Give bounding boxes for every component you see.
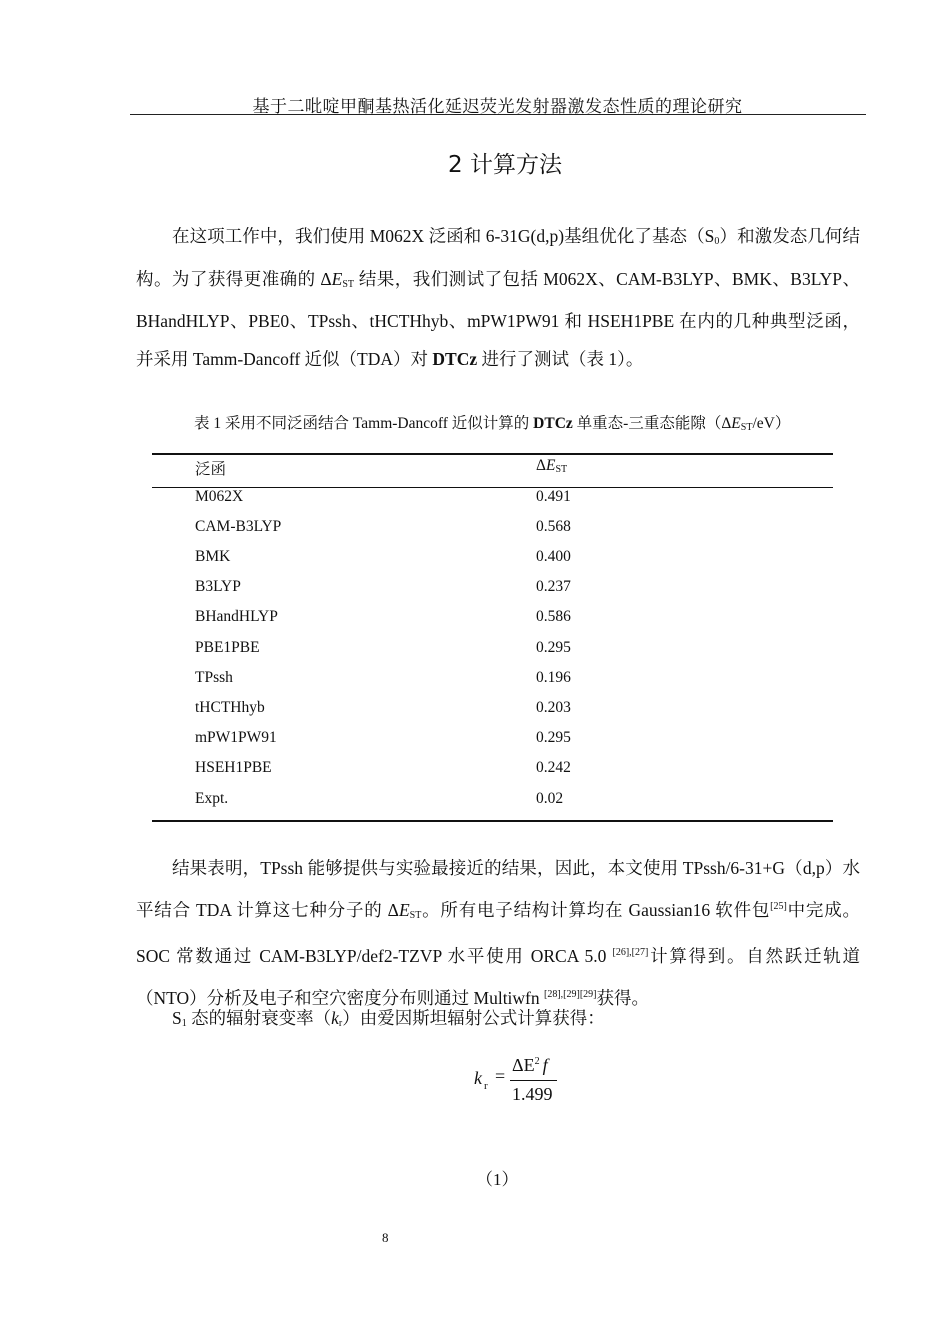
table-row: M062X 0.491 <box>195 488 571 505</box>
citation: [28],[29][29] <box>544 988 597 1000</box>
paragraph-radiative-rate: $S_1$ 态的辐射衰变率$(k_r)$由爱因斯坦辐射公式计算获得： <box>172 1008 605 1029</box>
table-row: HSEH1PBE 0.242 <box>195 759 571 776</box>
einstein-formula: k r = $\Delta E^2$ f 1.499 <box>470 1053 570 1109</box>
table-row: PBE1PBE 0.295 <box>195 639 571 656</box>
running-header: 基于二吡啶甲酮基热活化延迟荧光发射器激发态性质的理论研究 <box>252 97 743 116</box>
paragraph-methods: 在这项工作中，我们使用 M062X 泛函和 6-31G(d,p)基组优化了基态$(S_0)$和激发态几何结构。为了获得更准确的 $\Delta E_{ST}$ 结果，我们测试了包括 M062X、CAM-B3LYP、BMK、B3LYP、BHandHLYP、PBE0、TPssh、tHCTHhyb、mPW1PW91 和 HSEH1PBE 在内的几种典型泛函，并采用 Tamm-Dancoff 近似（TDA）对 DTCz 进行了测试（表 1）。 <box>136 226 860 369</box>
fraction-bar <box>510 1080 557 1081</box>
table-row: B3LYP 0.237 <box>195 578 571 595</box>
page-number: 8 <box>382 1230 389 1245</box>
table-header-row <box>195 457 815 487</box>
table-row: BMK 0.400 <box>195 548 571 565</box>
header-rule <box>130 114 866 115</box>
table-row: mPW1PW91 0.295 <box>195 729 571 746</box>
table-row: CAM-B3LYP 0.568 <box>195 518 571 535</box>
compound-name: DTCz <box>432 348 478 369</box>
table-row: BHandHLYP 0.586 <box>195 608 571 625</box>
citation: [25] <box>770 900 787 912</box>
paragraph-results: 结果表明，TPssh 能够提供与实验最接近的结果，因此，本文使用 TPssh/6-31+G（d,p）水平结合 TDA 计算这七种分子的 $\Delta E_{ST}$。所有电子结构计算均在 Gaussian16 软件包[25]中完成。SOC 常数通过 CAM-B3LYP/def2-TZVP 水平使用 ORCA 5.0 [26],[27]计算得到。自然跃迁轨道（NTO）分析及电子和空穴密度分布则通过 Multiwfn [28],[29][29]获得。 <box>136 858 861 1008</box>
section-title: 2 计算方法 <box>448 152 562 178</box>
table-top-rule <box>152 453 833 455</box>
table-bottom-rule <box>152 820 833 822</box>
table-row: TPssh 0.196 <box>195 669 571 686</box>
header-functional: 泛函 <box>195 461 227 478</box>
table-caption: 表 1 采用不同泛函结合 Tamm-Dancoff 近似计算的 DTCz 单重态-三重态能隙$(\Delta E_{ST}/eV)$ <box>194 415 791 433</box>
equation-number: （1） <box>476 1170 519 1189</box>
table-row: tHCTHhyb 0.203 <box>195 699 571 716</box>
citation: [26],[27] <box>612 947 649 958</box>
header-delta-est: $\Delta E_{ST}$ <box>536 457 568 475</box>
table-row: Expt. 0.02 <box>195 790 564 807</box>
